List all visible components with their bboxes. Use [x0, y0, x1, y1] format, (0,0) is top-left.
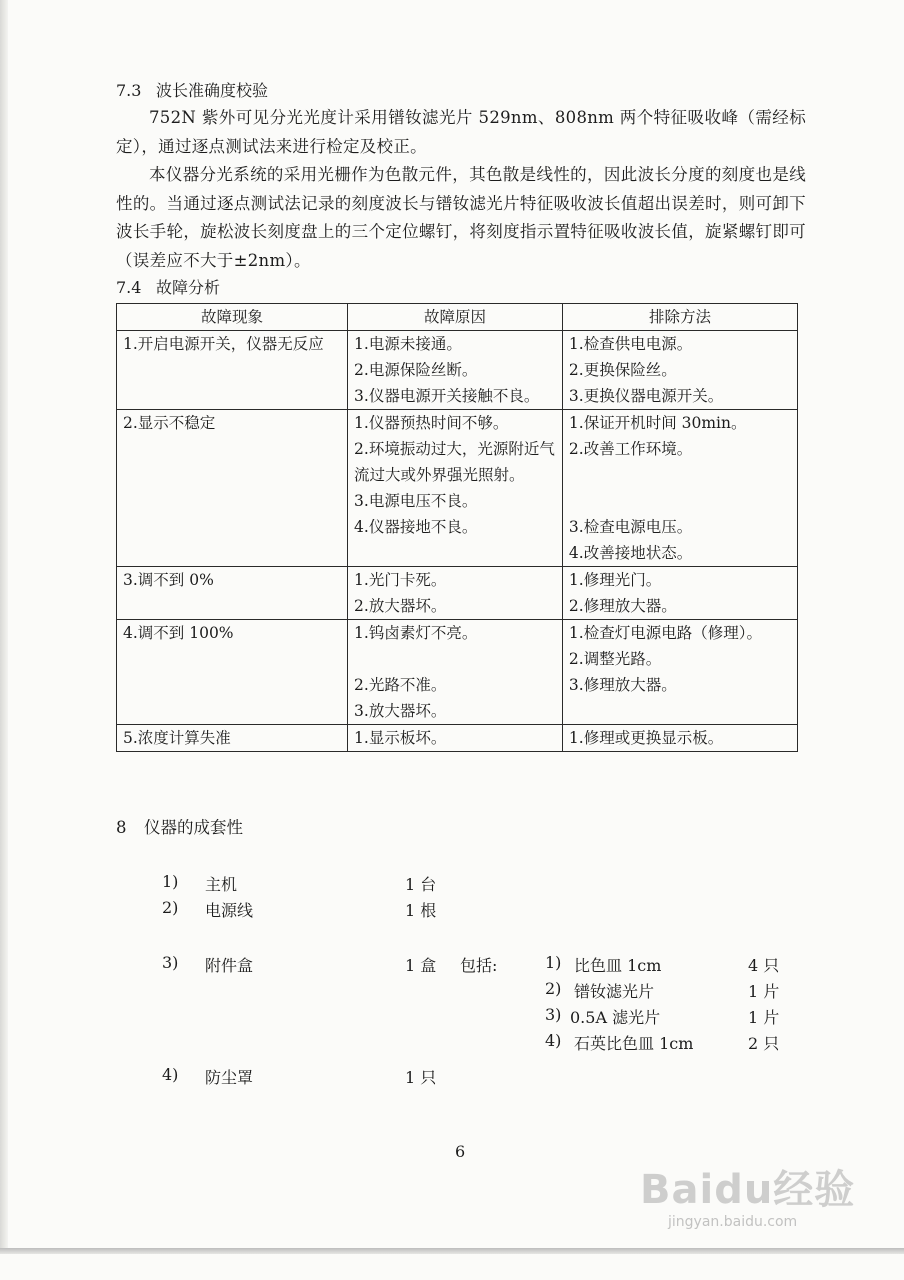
- header-phenomenon: 故障现象: [117, 304, 348, 331]
- remedy-spacer: [569, 462, 791, 514]
- cause-spacer: [354, 646, 556, 672]
- accessory-name: 0.5A 滤光片: [570, 1008, 661, 1027]
- cause-line: 2.放大器坏。: [354, 597, 447, 615]
- accessory-index: 2): [545, 979, 562, 998]
- section-number: 8: [116, 818, 127, 837]
- remedy-line: 3.检查电源电压。: [568, 518, 693, 536]
- table-row: [117, 410, 798, 567]
- remedy-cell: [562, 410, 797, 567]
- table-row: [117, 331, 798, 410]
- item-qty: 1 根: [405, 901, 437, 920]
- section-number: 7.3: [116, 81, 142, 100]
- cause-line: 3.电源电压不良。: [354, 492, 478, 510]
- paragraph-2: 本仪器分光系统的采用光栅作为色散元件，其色散是线性的，因此波长分度的刻度也是线性的。当通过逐点测试法记录的刻度波长与镨钕滤光片特征吸收波长值超出误差时，则可卸下波长手轮，旋松波长刻度盘上的三个定位螺钉，将刻度指示置特征吸收波长值，旋紧螺钉即可（误差应不大于±2nm）。: [116, 165, 806, 270]
- item-name: 主机: [205, 875, 238, 894]
- section-7-3-heading: [116, 78, 806, 104]
- includes-label: 包括:: [460, 956, 498, 975]
- phenomenon-cell: 2.显示不稳定: [117, 410, 348, 567]
- accessory-qty: 1 片: [748, 982, 780, 1001]
- header-remedy: 排除方法: [562, 304, 797, 331]
- cause-cell: [348, 725, 563, 752]
- paragraph-1: 752N 紫外可见分光光度计采用镨钕滤光片 529nm、808nm 两个特征吸收峰（需经标定），通过逐点测试法来进行检定及校正。: [116, 108, 806, 156]
- section-8-heading: [116, 814, 243, 838]
- item-index: 2): [162, 898, 179, 917]
- phenomenon-cell: 4.调不到 100%: [117, 620, 348, 725]
- accessory-qty: 2 只: [748, 1034, 780, 1053]
- page-number: 6: [455, 1142, 466, 1161]
- remedy-cell: [562, 567, 797, 620]
- watermark-logo: Baidu经验: [640, 1167, 856, 1213]
- section-title: 波长准确度校验: [156, 81, 269, 100]
- section-title: 故障分析: [156, 278, 221, 297]
- cause-line: 1.光门卡死。: [354, 571, 447, 589]
- remedy-line: 2.更换保险丝。: [568, 361, 677, 379]
- cause-cell: [348, 410, 563, 567]
- cause-line: 2.环境振动过大，光源附近气流过大或外界强光照射。: [354, 440, 555, 484]
- cause-line: 1.电源未接通。: [354, 335, 462, 353]
- cause-line: 1.钨卤素灯不亮。: [354, 624, 478, 642]
- remedy-line: 3.更换仪器电源开关。: [568, 387, 724, 405]
- remedy-line: 1.修理或更换显示板。: [568, 729, 724, 747]
- header-cause: 故障原因: [348, 304, 563, 331]
- fault-analysis-table: [116, 303, 798, 752]
- item-qty: 1 只: [405, 1068, 437, 1087]
- accessory-qty: 4 只: [748, 956, 780, 975]
- phenomenon-cell: 5.浓度计算失准: [117, 725, 348, 752]
- item-name: 附件盒: [205, 956, 254, 975]
- item-index: 4): [162, 1065, 179, 1084]
- accessory-index: 3): [545, 1005, 562, 1024]
- document-body: [116, 78, 806, 752]
- item-qty: 1 盒: [405, 956, 437, 975]
- section-7-4-heading: [116, 275, 806, 301]
- cause-line: 3.放大器坏。: [354, 702, 447, 720]
- watermark-url: jingyan.baidu.com: [668, 1214, 798, 1230]
- item-name: 防尘罩: [205, 1068, 254, 1087]
- cause-line: 2.电源保险丝断。: [354, 361, 478, 379]
- cause-cell: [348, 567, 563, 620]
- accessory-index: 4): [545, 1031, 562, 1050]
- table-row: [117, 620, 798, 725]
- cause-line: 2.光路不准。: [354, 676, 447, 694]
- item-qty: 1 台: [405, 875, 437, 894]
- item-name: 电源线: [205, 901, 254, 920]
- section-number: 7.4: [116, 278, 142, 297]
- remedy-cell: [562, 620, 797, 725]
- page-bottom-shadow: [0, 1248, 904, 1254]
- phenomenon-cell: 3.调不到 0%: [117, 567, 348, 620]
- accessory-name: 镨钕滤光片: [574, 982, 655, 1001]
- remedy-line: 2.修理放大器。: [568, 597, 677, 615]
- remedy-line: 2.改善工作环境。: [568, 440, 693, 458]
- item-index: 1): [162, 872, 179, 891]
- cause-line: 1.仪器预热时间不够。: [354, 414, 509, 432]
- remedy-line: 1.修理光门。: [568, 571, 662, 589]
- cause-line: 1.显示板坏。: [354, 729, 447, 747]
- accessory-name: 石英比色皿 1cm: [574, 1034, 694, 1053]
- accessory-name: 比色皿 1cm: [574, 956, 662, 975]
- remedy-line: 1.检查灯电源电路（修理）。: [568, 624, 762, 642]
- remedy-line: 4.改善接地状态。: [568, 544, 693, 562]
- table-header-row: [117, 304, 798, 331]
- remedy-line: 3.修理放大器。: [568, 676, 677, 694]
- table-row: [117, 725, 798, 752]
- remedy-line: 1.检查供电电源。: [568, 335, 693, 353]
- page-edge-shadow: [0, 0, 8, 1250]
- phenomenon-cell: 1.开启电源开关，仪器无反应: [117, 331, 348, 410]
- remedy-line: 2.调整光路。: [568, 650, 662, 668]
- cause-line: 3.仪器电源开关接触不良。: [354, 387, 540, 405]
- remedy-line: 1.保证开机时间 30min。: [568, 414, 747, 432]
- accessory-qty: 1 片: [748, 1008, 780, 1027]
- cause-cell: [348, 620, 563, 725]
- remedy-cell: [562, 331, 797, 410]
- remedy-cell: [562, 725, 797, 752]
- cause-line: 4.仪器接地不良。: [354, 518, 478, 536]
- item-index: 3): [162, 953, 179, 972]
- table-row: [117, 567, 798, 620]
- section-title: 仪器的成套性: [144, 818, 243, 837]
- accessory-index: 1): [545, 953, 562, 972]
- cause-cell: [348, 331, 563, 410]
- baidu-watermark: [640, 1148, 880, 1248]
